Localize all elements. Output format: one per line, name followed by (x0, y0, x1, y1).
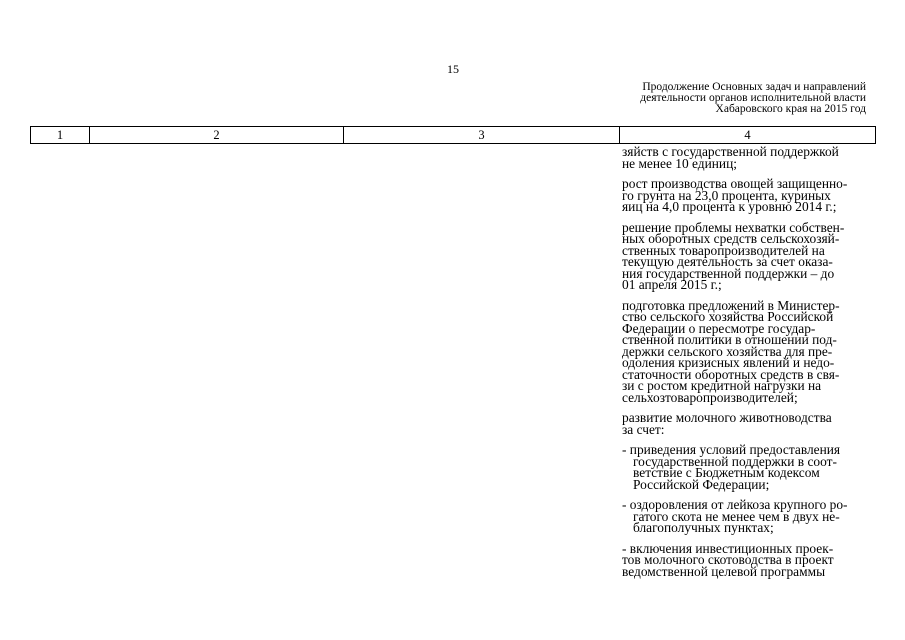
text-paragraph (622, 219, 877, 292)
text-line: Российской Федерации; (633, 476, 770, 492)
text-line: государственной поддержки в соот- (633, 453, 837, 469)
text-line: сельхозтоваропроизводителей; (622, 389, 798, 405)
text-line: статочности оборотных средств в свя- (622, 366, 840, 382)
text-paragraph (622, 412, 877, 435)
text-line: ных оборотных средств сельскохозяй- (622, 231, 840, 246)
text-line: го грунта на 23,0 процента, куриных (622, 187, 831, 203)
text-line: ственной политики в отношении под- (622, 332, 837, 347)
column-number-3: 3 (344, 127, 620, 144)
text-line: не менее 10 единиц; (622, 155, 737, 171)
text-line: ветствие с Бюджетным кодексом (633, 465, 820, 480)
table-header-row (31, 127, 876, 144)
text-line: развитие молочного животноводства (622, 410, 832, 425)
text-line: одоления кризисных явлений и недо- (622, 355, 835, 370)
text-line: яиц на 4,0 процента к уровню 2014 г.; (622, 199, 837, 214)
text-line: текущую деятельность за счет оказа- (622, 254, 833, 269)
text-line: рост производства овощей защищенно- (622, 176, 848, 191)
continuation-header-line: Хабаровского края на 2015 год (715, 103, 866, 115)
text-paragraph (622, 178, 877, 213)
text-line: - оздоровления от лейкоза крупного ро- (622, 497, 848, 512)
text-line: ния государственной поддержки – до (622, 265, 835, 281)
column-number-4: 4 (620, 127, 876, 144)
column-number-1: 1 (31, 127, 90, 144)
continuation-header (560, 82, 866, 115)
text-line: ведомственной целевой программы (622, 563, 826, 579)
column-number-2: 2 (90, 127, 344, 144)
list-item-dash (622, 499, 877, 534)
text-paragraph (622, 146, 877, 169)
table-column-header (30, 126, 876, 144)
continuation-header-line: деятельности органов исполнительной власти (640, 92, 866, 104)
text-line: Федерации о пересмотре государ- (622, 320, 816, 336)
text-line: зяйств с государственной поддержкой (622, 144, 839, 159)
text-line: зи с ростом кредитной нагрузки на (622, 378, 822, 393)
text-line: решение проблемы нехватки собствен- (622, 219, 845, 235)
text-line: гатого скота не менее чем в двух не- (633, 508, 840, 524)
column-4-content (622, 146, 877, 586)
text-paragraph (622, 540, 877, 579)
list-item-dash (622, 444, 877, 490)
text-line: - приведения условий предоставления (622, 442, 841, 457)
text-line: ственных товаропроизводителей на (622, 242, 825, 258)
text-line: благополучных пунктах; (633, 520, 774, 535)
text-line: подготовка предложений в Министер- (622, 297, 840, 313)
text-line: тов молочного скотоводства в проект (622, 552, 834, 567)
text-paragraph (622, 297, 877, 405)
text-line: держки сельского хозяйства для пре- (622, 343, 833, 359)
text-line: - включения инвестиционных проек- (622, 540, 834, 556)
continuation-header-line: Продолжение Основных задач и направлений (642, 81, 866, 93)
page-number: 15 (447, 62, 459, 76)
text-line: за счет: (622, 421, 665, 437)
text-line: 01 апреля 2015 г.; (622, 277, 722, 292)
text-line: ство сельского хозяйства Российской (622, 309, 834, 324)
